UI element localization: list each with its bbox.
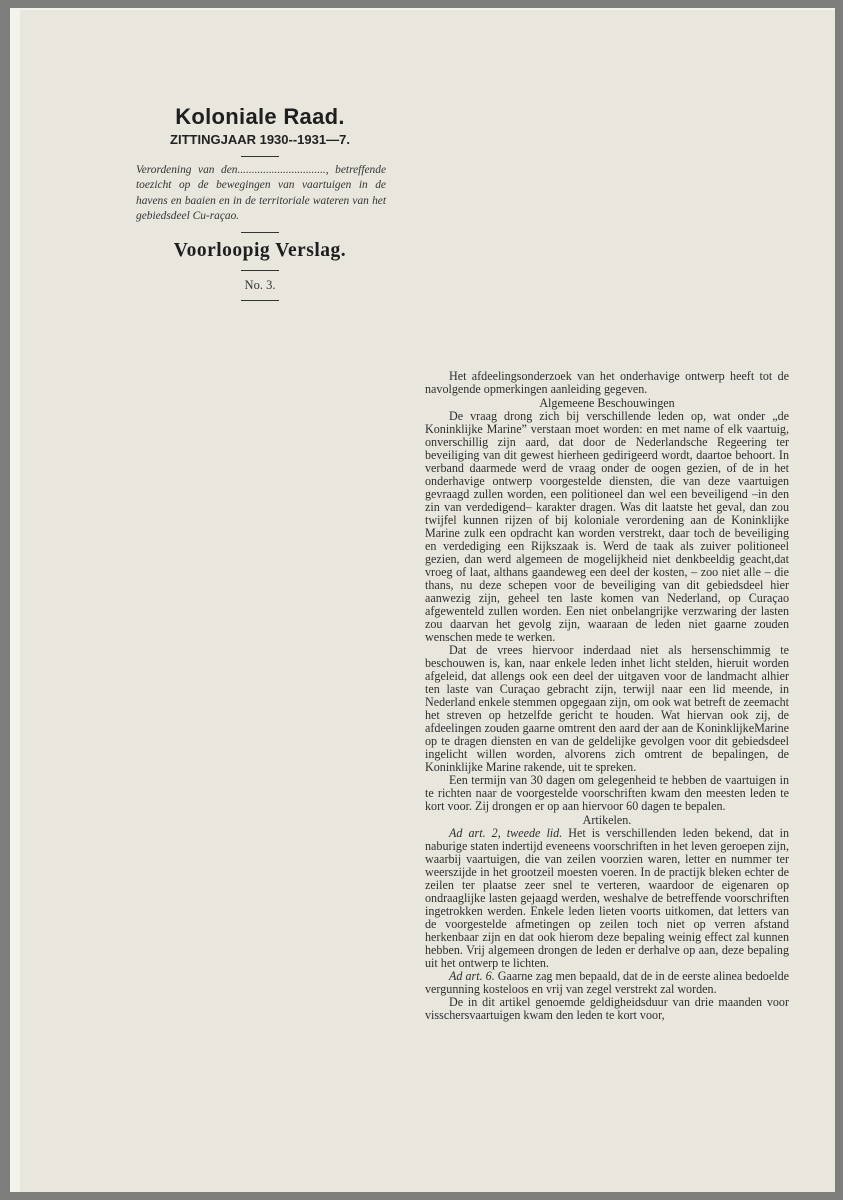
section-heading-articles: Artikelen.: [582, 813, 632, 827]
document-header: [134, 103, 386, 307]
article-2-text: Het is verschillenden leden bekend, dat in naburige staten indertijd eveneens voorschriften in het leven geroepen zijn, waarbij vaartuigen, die van zeilen voorzien waren, letter en nummer ter weerszijde in het grootzeil moesten voeren. In de practijk bleken echter de zeilen ter plaatse zeer snel te verteren, waardoor de eigenaren op ondraaglijke lasten gejaagd werden, weshalve de betreffende voorschriften ingetrokken werden. Enkele leden lieten voorts uitkomen, dat letters van de voorgestelde afmetingen op zeilen toch niet op verren afstand herkenbaar zijn en dat ook hierom deze bepaling weinig effect zal kunnen hebben. Vrij algemeen drongen de leden er derhalve op aan, deze bepaling uit het ontwerp te lichten.: [425, 826, 789, 970]
body-paragraph: Dat de vrees hiervoor inderdaad niet als hersenschimmig te beschouwen is, kan, naar enkele leden inhet licht stelden, hieruit worden afgeleid, dat allengs ook een deel der uitgaven voor de landmacht alhier ten laste van Curaçao gebracht zijn, terwijl naar een lid meende, in Nederland enkele stemmen opgegaan zijn, om ook wat betreft de zeemacht het streven op hetzelfde gericht te houden. Wat hiervan ook zij, de afdeelingen zouden gaarne omtrent den aard der aan de KoninklijkeMarine op te dragen diensten en van de geldelijke gevolgen voor dit gebiedsdeel ingelicht willen worden, alvorens zich omtrent de bepalingen, de Koninklijke Marine rakende, uit te spreken.: [425, 643, 789, 774]
article-2-paragraph: [425, 827, 789, 970]
body-paragraph: De in dit artikel genoemde geldigheidsduur van drie maanden voor visschersvaartuigen kwam den leden te kort voor,: [425, 995, 789, 1022]
session-year: ZITTINGJAAR 1930--1931—7.: [170, 132, 350, 147]
intro-paragraph: Het afdeelingsonderzoek van het onderhavige ontwerp heeft tot de navolgende opmerkingen aanleiding gegeven.: [425, 369, 789, 396]
body-paragraph: Een termijn van 30 dagen om gelegenheid te hebben de vaartuigen in te richten naar de voorgestelde voorschriften kwam den meesten leden te kort voor. Zij drongen er op aan hiervoor 60 dagen te bepalen.: [425, 773, 789, 813]
section-heading-general: Algemeene Beschouwingen: [539, 396, 675, 410]
report-body: [425, 370, 789, 1022]
council-title: Koloniale Raad.: [175, 104, 345, 129]
divider: [241, 270, 279, 271]
report-title: Voorloopig Verslag.: [173, 239, 347, 261]
divider: [241, 232, 279, 233]
divider: [241, 156, 279, 157]
divider: [241, 300, 279, 301]
body-paragraph: De vraag drong zich bij verschillende leden op, wat onder „de Koninklijke Marine” verstaan moet worden: en met name of elk vaartuig, onverschillig zijn aard, dat door de Nederlandsche Regeering ter beveiliging van dit gewest hierheen gedirigeerd wordt, daartoe behoort. In verband daarmede werd de vraag onder de oogen gezien, of de in het onderhavige ontwerp voorgestelde diensten, die van deze vaartuigen gevraagd zullen worden, een politioneel dan wel een beveiligend –in den zin van verdedigend– karakter dragen. Was dit laatste het geval, dan zou twijfel kunnen rijzen of bij koloniale verordening aan de Koninklijke Marine zulk een opdracht kan worden verstrekt, daar toch de beveiliging en verdediging een Rijkszaak is. Werd de taak als zuiver politioneel gezien, dan werd algemeen de mogelijkheid niet denkbeeldig geacht,dat vroeg of laat, althans gaandeweg een deel der kosten, – zoo niet alle – die thans, nu deze schepen voor de beveiliging van dit gebiedsdeel hier aanwezig zijn, geheel ten laste komen van Nederland, op Curaçao afgewenteld zullen worden. Een niet onbelangrijke verzwaring der lasten zou daarvan het gevolg zijn, waaraan de leden niet gaarne zouden wenschen mede te werken.: [425, 409, 789, 644]
article-6-paragraph: [425, 970, 789, 996]
article-6-text: Gaarne zag men bepaald, dat de in de eerste alinea bedoelde vergunning kosteloos en vrij van zegel verstrekt zal worden.: [425, 969, 789, 996]
article-2-label: Ad art. 2, tweede lid.: [449, 826, 563, 840]
ordinance-subject: Verordening van den..............................., betreffende toezicht op de bewegingen van vaartuigen in de havens en baaien en in de territoriale wateren van het gebiedsdeel Cu-raçao.: [136, 164, 386, 223]
article-6-label: Ad art. 6.: [449, 969, 495, 983]
report-number: No. 3.: [244, 277, 276, 292]
